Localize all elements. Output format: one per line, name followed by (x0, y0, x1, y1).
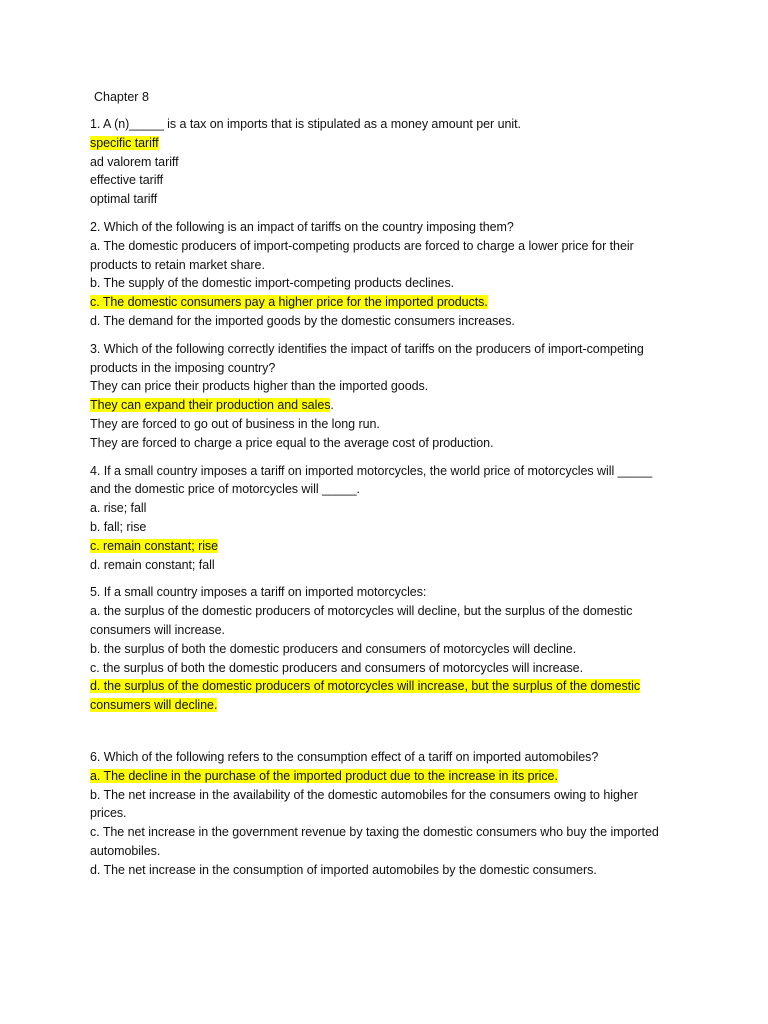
line-text: c. The net increase in the government revenue by taxing the domestic consumers who buy the imported (90, 825, 659, 840)
answer-option (90, 359, 690, 378)
question-5 (90, 583, 690, 715)
line-text: d. The demand for the imported goods by the domestic consumers increases. (90, 313, 515, 328)
answer-option (90, 621, 690, 640)
question-text (90, 115, 690, 134)
line-text: 2. Which of the following is an impact of tariffs on the country imposing them? (90, 219, 514, 234)
answer-option-highlighted (90, 134, 690, 153)
line-text: prices. (90, 806, 127, 821)
line-text: specific tariff (90, 135, 159, 150)
line-text: c. The domestic consumers pay a higher price for the imported products. (90, 295, 488, 310)
line-text: effective tariff (90, 173, 164, 188)
chapter-title: Chapter 8 (94, 90, 149, 104)
answer-option (90, 377, 690, 396)
line-text: products in the imposing country? (90, 360, 276, 375)
line-text: automobiles. (90, 843, 161, 858)
answer-option (90, 659, 690, 678)
line-text: products to retain market share. (90, 257, 265, 272)
answer-option (90, 518, 690, 537)
line-text: consumers will increase. (90, 622, 225, 637)
answer-option (90, 171, 690, 190)
answer-option-highlighted (90, 293, 690, 312)
line-text: They are forced to charge a price equal to the average cost of production. (90, 435, 494, 450)
question-6 (90, 748, 690, 880)
line-text: a. rise; fall (90, 501, 147, 516)
line-text: 1. A (n)_____ is a tax on imports that is stipulated as a money amount per unit. (90, 117, 521, 131)
answer-option (90, 415, 690, 434)
line-text: d. the surplus of the domestic producers of motorcycles will increase, but the surplus of the domestic (90, 679, 641, 694)
line-text: b. the surplus of both the domestic producers and consumers of motorcycles will decline. (90, 641, 577, 656)
line-text: b. The supply of the domestic import-competing products declines. (90, 276, 455, 291)
answer-option (90, 312, 690, 331)
answer-option (90, 480, 690, 499)
answer-option-highlighted (90, 537, 690, 556)
document-page (90, 88, 690, 888)
answer-option (90, 499, 690, 518)
answer-option-highlighted (90, 677, 690, 696)
line-text: They can price their products higher than the imported goods. (90, 379, 429, 394)
line-text: consumers will decline. (90, 698, 218, 713)
question-3 (90, 340, 690, 453)
line-text: 3. Which of the following correctly identifies the impact of tariffs on the producers of import-competing (90, 341, 644, 356)
line-text: b. The net increase in the availability of the domestic automobiles for the consumers owing to higher (90, 787, 638, 802)
line-text: a. the surplus of the domestic producers of motorcycles will decline, but the surplus of the domestic (90, 604, 633, 619)
line-text: optimal tariff (90, 192, 158, 207)
line-text: ad valorem tariff (90, 154, 179, 169)
answer-option (90, 804, 690, 823)
answer-option (90, 786, 690, 805)
line-text: and the domestic price of motorcycles will _____. (90, 482, 360, 497)
line-suffix: . (330, 398, 334, 413)
question-4 (90, 462, 690, 575)
answer-option-highlighted (90, 396, 690, 415)
question-text (90, 748, 690, 767)
answer-option (90, 274, 690, 293)
answer-option (90, 861, 690, 880)
answer-option (90, 237, 690, 256)
answer-option (90, 153, 690, 172)
line-text: c. remain constant; rise (90, 538, 219, 553)
line-text: 6. Which of the following refers to the consumption effect of a tariff on imported automobiles? (90, 749, 599, 764)
answer-option (90, 640, 690, 659)
line-text: d. remain constant; fall (90, 557, 215, 572)
answer-option (90, 823, 690, 842)
answer-option (90, 256, 690, 275)
question-text (90, 583, 690, 602)
question-1 (90, 115, 690, 209)
line-text: d. The net increase in the consumption of imported automobiles by the domestic consumers. (90, 862, 597, 877)
line-text: 4. If a small country imposes a tariff on imported motorcycles, the world price of motorcycles will _____ (90, 463, 653, 478)
answer-option-highlighted (90, 696, 690, 715)
answer-option (90, 190, 690, 209)
answer-option-highlighted (90, 767, 690, 786)
question-text (90, 218, 690, 237)
question-2 (90, 218, 690, 331)
line-text: 5. If a small country imposes a tariff on imported motorcycles: (90, 585, 427, 600)
line-text: a. The domestic producers of import-competing products are forced to charge a lower price for their (90, 238, 634, 253)
line-text: a. The decline in the purchase of the imported product due to the increase in its price. (90, 768, 558, 783)
line-text: They can expand their production and sales (90, 398, 331, 413)
question-list (90, 115, 690, 879)
question-text (90, 462, 690, 481)
line-text: They are forced to go out of business in the long run. (90, 416, 380, 431)
answer-option (90, 842, 690, 861)
question-text (90, 340, 690, 359)
answer-option (90, 434, 690, 453)
line-text: b. fall; rise (90, 519, 147, 534)
answer-option (90, 556, 690, 575)
line-text: c. the surplus of both the domestic producers and consumers of motorcycles will increase. (90, 660, 583, 675)
answer-option (90, 602, 690, 621)
